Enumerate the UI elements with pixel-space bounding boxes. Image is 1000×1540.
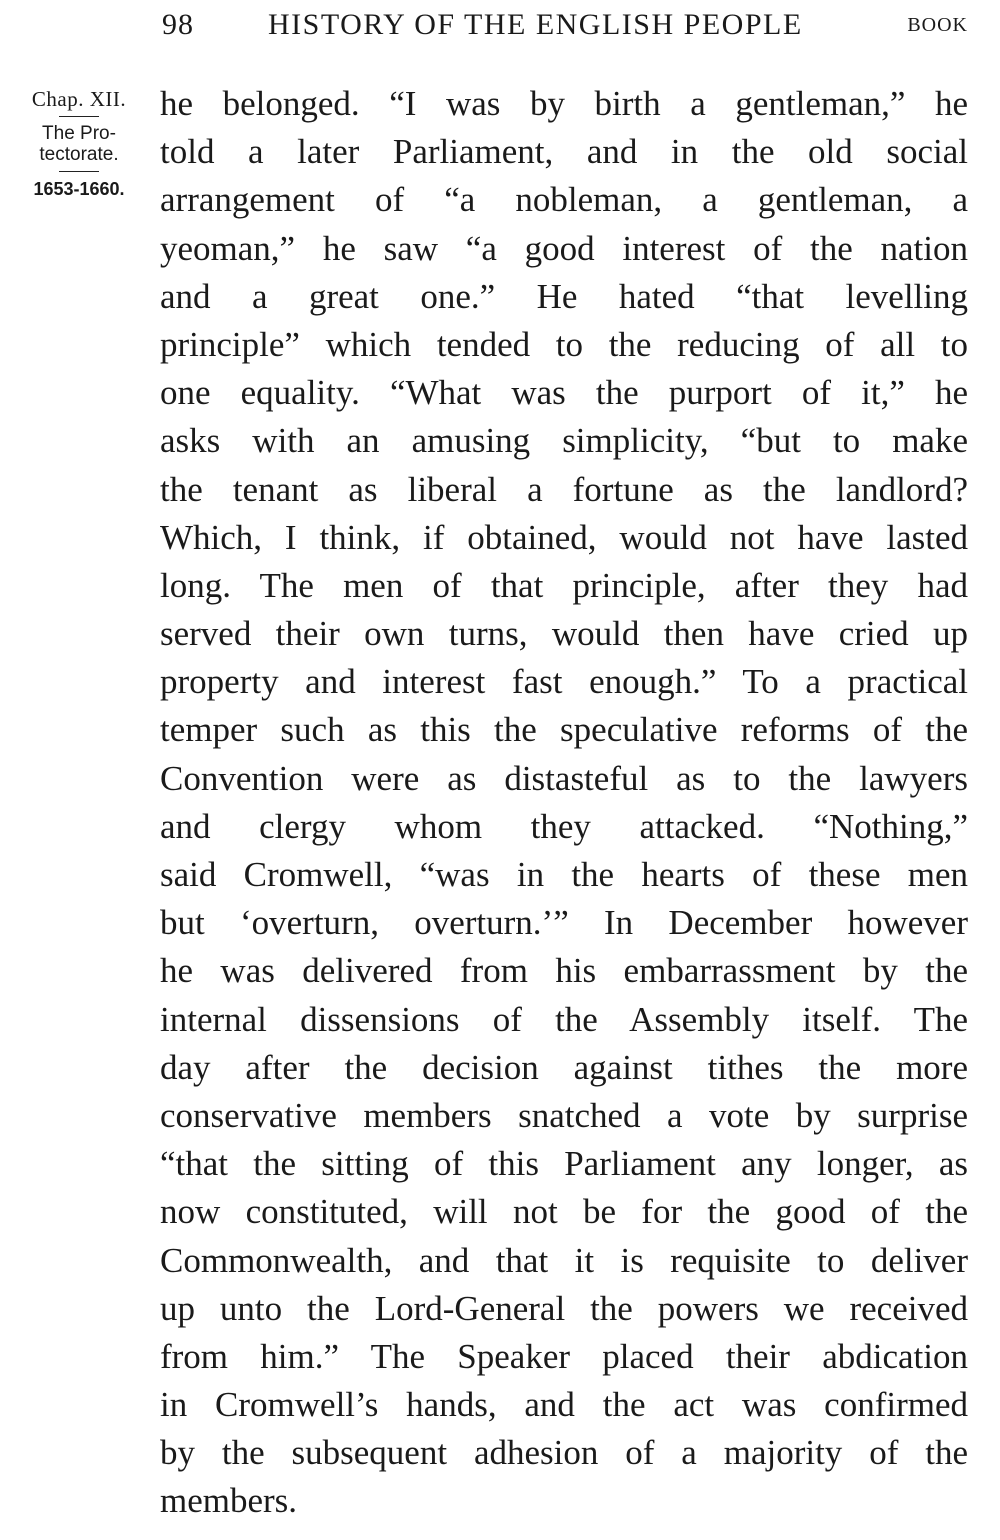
divider [59, 171, 99, 172]
topic-note [10, 123, 148, 165]
text-line: asks with an amusing simplicity, “but to make [160, 421, 968, 461]
text-line: from him.” The Speaker placed their abdication [160, 1336, 968, 1376]
text-line: up unto the Lord-General the powers we received [160, 1288, 968, 1328]
text-line: yeoman,” he saw “a good interest of the nation [160, 228, 968, 268]
text-line: by the subsequent adhesion of a majority of the [160, 1433, 968, 1473]
text-line: and a great one.” He hated “that levelling [160, 276, 968, 316]
text-line: arrangement of “a nobleman, a gentleman, a [160, 180, 968, 220]
text-line: he belonged. “I was by birth a gentleman,” he [160, 84, 968, 123]
text-line: but ‘overturn, overturn.’” In December however [160, 903, 968, 943]
running-header [160, 8, 968, 48]
running-title: HISTORY OF THE ENGLISH PEOPLE [268, 8, 803, 41]
text-line: long. The men of that principle, after they had [160, 565, 968, 605]
book-label: BOOK [907, 14, 968, 36]
text-line: said Cromwell, “was in the hearts of these men [160, 855, 968, 894]
page-number: 98 [162, 8, 194, 41]
text-line: “that the sitting of this Parliament any longer, as [160, 1144, 968, 1184]
divider [59, 116, 99, 117]
body-text [160, 80, 968, 1526]
text-line: Which, I think, if obtained, would not have lasted [160, 517, 968, 557]
text-line: temper such as this the speculative reforms of the [160, 710, 968, 750]
text-line: he was delivered from his embarrassment by the [160, 951, 968, 991]
text-line: told a later Parliament, and in the old social [160, 132, 968, 172]
topic-line-2: tectorate. [39, 144, 119, 165]
margin-notes [10, 88, 148, 200]
text-line: property and interest fast enough.” To a practical [160, 662, 968, 702]
text-line: Convention were as distasteful as to the lawyers [160, 758, 968, 798]
text-line: in Cromwell’s hands, and the act was confirmed [160, 1385, 968, 1425]
text-line: conservative members snatched a vote by surprise [160, 1095, 968, 1135]
text-line: and clergy whom they attacked. “Nothing,” [160, 806, 968, 846]
text-line: Commonwealth, and that it is requisite to deliver [160, 1240, 968, 1280]
text-line: now constituted, will not be for the good of the [160, 1192, 968, 1232]
text-line: served their own turns, would then have cried up [160, 614, 968, 654]
text-line: the tenant as liberal a fortune as the landlord? [160, 469, 968, 509]
chapter-label: Chap. XII. [31, 87, 127, 111]
text-line: one equality. “What was the purport of it,” he [160, 373, 968, 413]
topic-line-1: The Pro- [42, 123, 116, 144]
text-line: day after the decision against tithes the more [160, 1047, 968, 1087]
date-range-note: 1653-1660. [33, 179, 125, 199]
text-line: members. [160, 1481, 298, 1521]
text-line: principle” which tended to the reducing of all to [160, 324, 968, 364]
text-line: internal dissensions of the Assembly itself. The [160, 999, 968, 1039]
